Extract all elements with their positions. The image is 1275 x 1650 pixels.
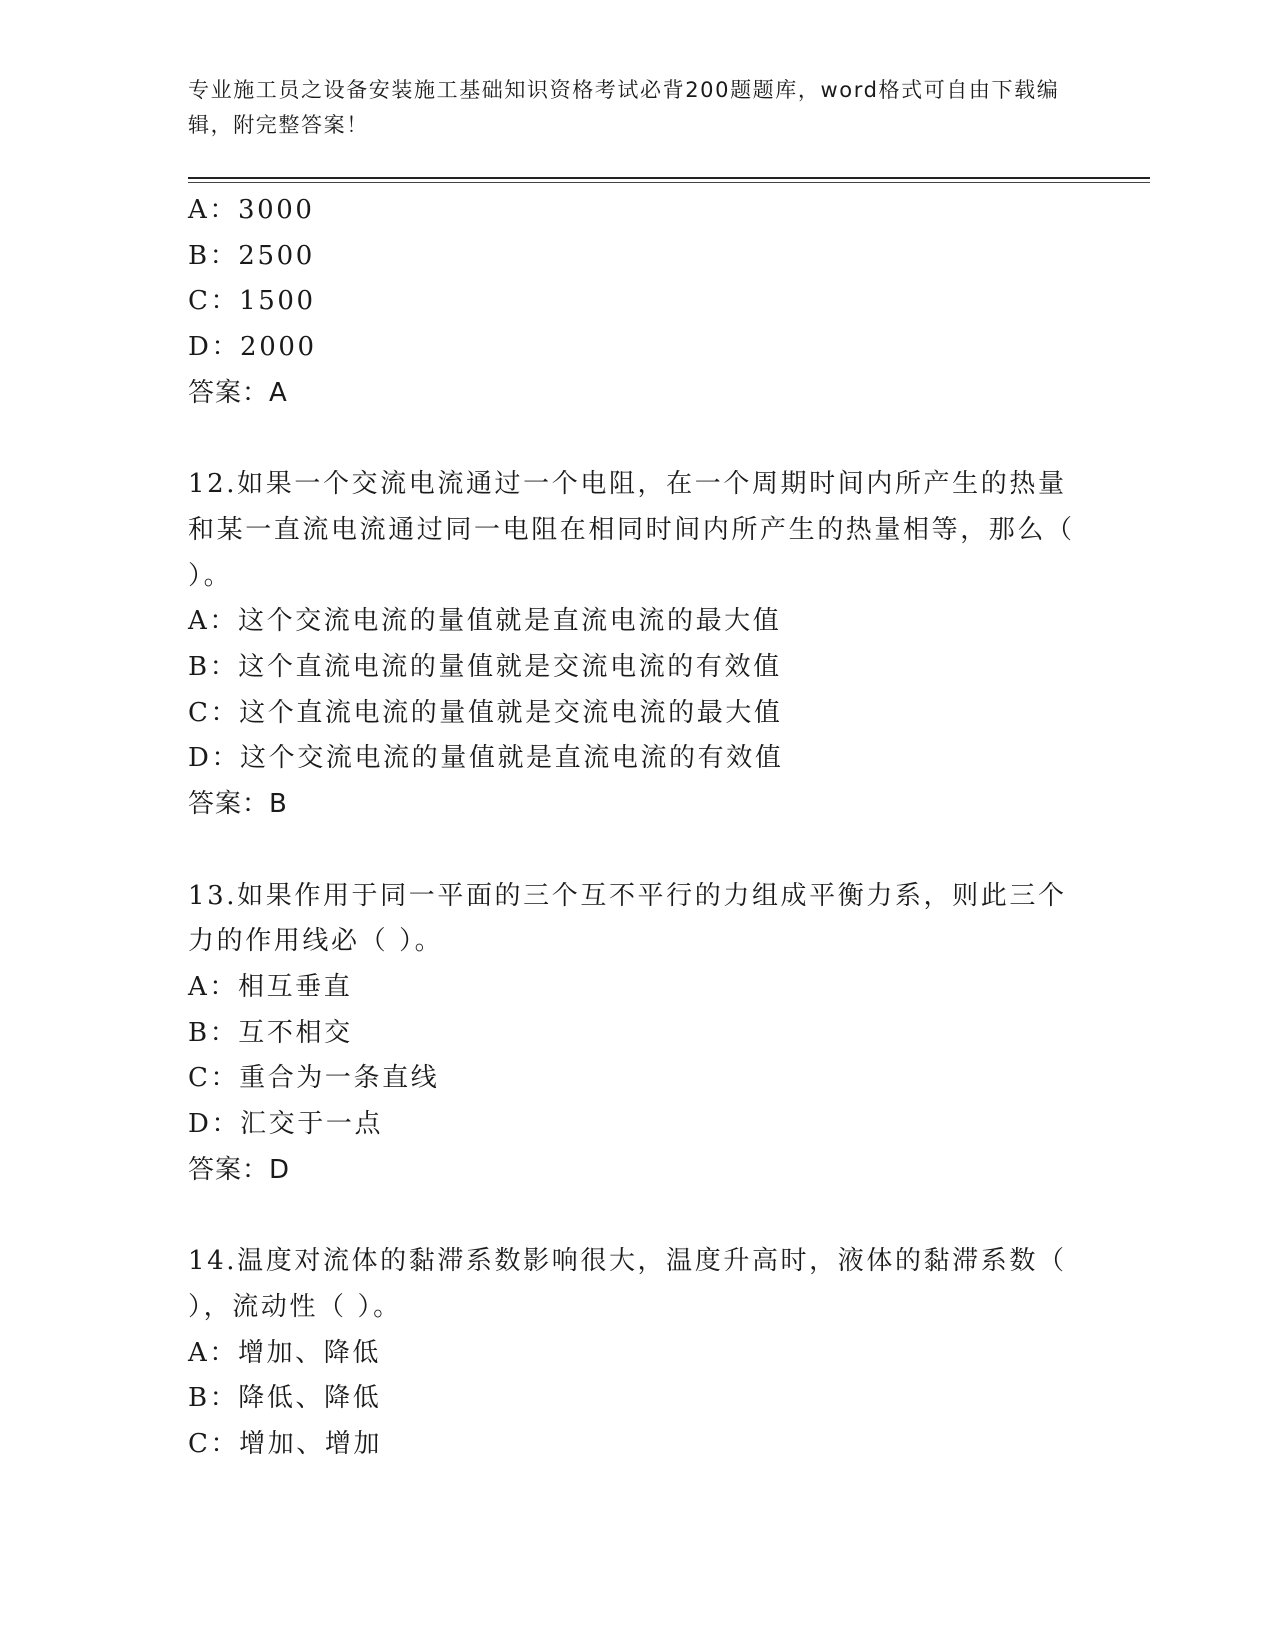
option-d: D：汇交于一点 [188,1109,384,1140]
spacer [188,417,1088,463]
option-b: B：互不相交 [188,1017,353,1048]
option-d: D：2000 [188,332,317,363]
option-a: A：这个交流电流的量值就是直流电流的最大值 [188,606,782,637]
document-header: 专业施工员之设备安装施工基础知识资格考试必背200题题库，word格式可自由下载编辑，附完整答案！ [188,78,1060,137]
option-c: C：这个直流电流的量值就是交流电流的最大值 [188,697,783,728]
header-rule-thick [188,177,1150,179]
option-a: A：增加、降低 [188,1337,381,1368]
question-text: 14.温度对流体的黏滞系数影响很大，温度升高时，液体的黏滞系数（ ），流动性（ ）。 [188,1246,1067,1322]
option-a: A：3000 [188,195,315,225]
option-b: B：降低、降低 [188,1383,382,1414]
option-a: A：相互垂直 [188,971,353,1002]
option-b: B：这个直流电流的量值就是交流电流的有效值 [188,652,782,683]
spacer [188,828,1088,874]
answer-line: 答案：D [188,1154,291,1185]
header-rule-thin [188,182,1150,183]
option-c: C：增加、增加 [188,1428,383,1459]
answer-line: 答案：A [188,377,288,408]
answer-line: 答案：B [188,789,288,820]
question-13 [188,874,1088,1194]
option-c: C：重合为一条直线 [188,1063,440,1094]
question-text: 13.如果作用于同一平面的三个互不平行的力组成平衡力系，则此三个力的作用线必（ ）。 [188,880,1067,957]
option-d: D：这个交流电流的量值就是直流电流的有效值 [188,743,784,774]
question-11 [188,188,1088,417]
option-c: C：1500 [188,286,316,317]
question-14 [188,1239,1088,1468]
question-12 [188,462,1088,828]
question-content [188,188,1088,1468]
spacer [188,1193,1088,1239]
question-text: 12.如果一个交流电流通过一个电阻，在一个周期时间内所产生的热量和某一直流电流通过同一电阻在相同时间内所产生的热量相等，那么（ ）。 [188,469,1075,591]
option-b: B：2500 [188,240,315,271]
